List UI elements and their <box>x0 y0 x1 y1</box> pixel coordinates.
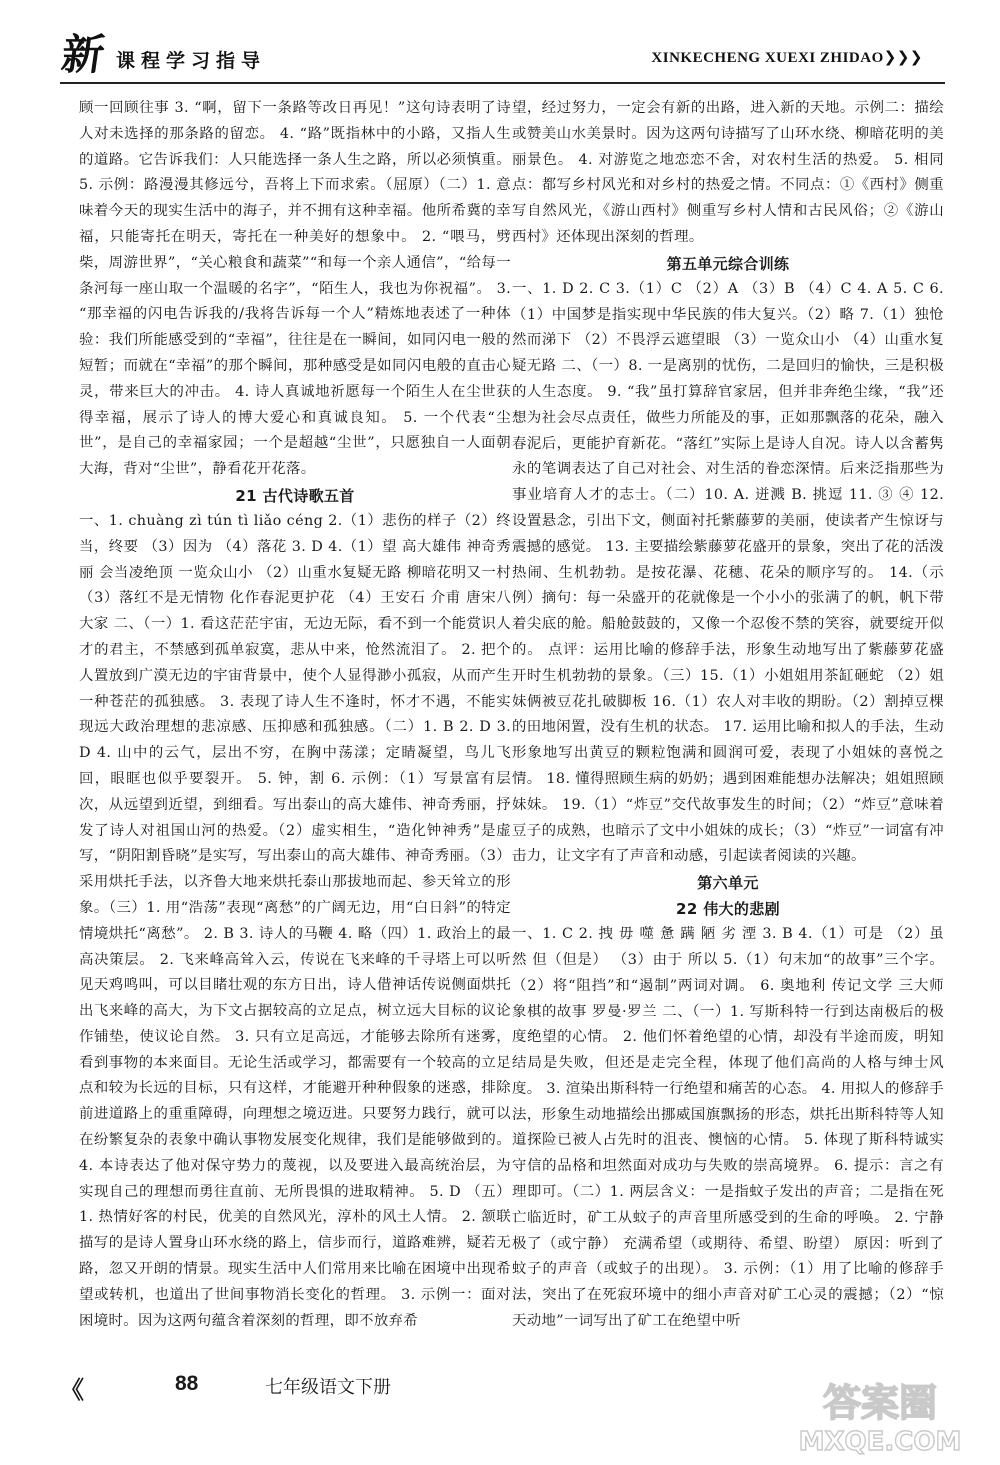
watermark-top-text: 答案圈 <box>822 1381 938 1425</box>
answer-paragraph: 一、1. C 2. 拽 毋 噬 惫 蹒 陋 劣 湮 3. B 4.（1）可是 （2）虽然 但（但是） （3）由于 所以 5.（1）句末加“的故事”三个字。（2）将“阻挡”和“遏制”两词对调。 6. 奥地利 传记文学 三大师 象棋的故事 罗曼·罗兰 二、（一）1. 写斯科特一行到达南极后的极度绝望的心情。 2. 他们怀着绝望的心情，却没有半途而废，明知结局是失败，但还是走完全程，体现了他们高尚的人格与绅士风度。 3. 渲染出斯科特一行绝望和痛苦的心态。 4. 用拟人的修辞手法，形象生动地描绘出挪威国旗飘扬的形态，烘托出斯科特等人知道探险已被人占先时的沮丧、懊恼的心情。 5. 体现了斯科特诚实守信的品格和坦然面对成功与失败的崇高境界。 6. 提示：言之有理即可。（二）1. 两层含义：一是指蚊子发出的声音；二是指在死亡临近时，矿工从蚊子的声音里所感受到的生命的呼唤。 2. 宁静极了（或宁静） 充满希望（或期待、希望、盼望） 原因：听到了蚊子的声音（或蚊子的出现）。 3. 示例：（1）用了比喻的修辞手法，突出了在死寂环境中的细小声音对矿工心灵的震撼；（2）“惊天动地”一词写出了矿工在绝望中听 <box>512 926 944 1330</box>
header-subtitle-en <box>651 48 923 67</box>
section-title: 22 伟大的悲剧 <box>676 900 780 919</box>
header-title: 课程学习指导 <box>116 50 267 72</box>
left-column <box>79 96 511 1334</box>
footer-arrows-icon: 《 <box>60 1376 84 1404</box>
right-column <box>512 96 944 1335</box>
answer-paragraph: 望，经过努力，一定会有新的出路，进入新的天地。示例二：描绘或赞美山水美景时。因为这两句诗描写了山环水绕、柳暗花明的美丽景色。 4. 对游览之地恋恋不舍，对农村生活的热爱。 5. 相同点：都写乡村风光和对乡村的热爱之情。不同点：①《西村》侧重写自然风光，《游山西村》侧重写乡村人情和古民风俗；②《游山西村》还体现出深刻的哲理。 <box>512 100 944 245</box>
header-subtitle-text: XINKECHENG XUEXI ZHIDAO <box>651 50 884 66</box>
answer-paragraph: 一、1. chuàng zì tún tì liǎo céng 2.（1）悲伤的样子（2）终当，终要 （3）因为 （4）落花 3. D 4.（1）望 高大雄伟 神奇秀丽 会当凌绝顶 一览众山小 （2）山重水复疑无路 柳暗花明又一村 （3）落红不是无情物 化作春泥更护花 （4）王安石 介甫 唐宋八大家 二、（一）1. 看这茫茫宇宙，无边无际，看不到一个能赏识人才的君主，不禁感到孤单寂寞，悲从中来，怆然流泪了。 2. 把个人置放到广漠无边的宇宙背景中，使个人显得渺小孤寂，从而产生一种苍茫的孤独感。 3. 表现了诗人生不逢时，怀才不遇，不能实现远大政治理想的悲凉感、压抑感和孤独感。（二）1. B 2. D 3. D 4. 山中的云气，层出不穷，在胸中荡漾；定睛凝望，鸟儿飞回，眼眶也似乎要裂开。 5. 钟，割 6. 示例：（1）写景富有层次，从远望到近望，到细看。写出泰山的高大雄伟、神奇秀丽，抒发了诗人对祖国山河的热爱。（2）虚实相生，“造化钟神秀”是虚写，“阴阳割昏晓”是实写，写出泰山的高大雄伟、神奇秀丽。（3）采用烘托手法，以齐鲁大地来烘托泰山那拔地而起、参天耸立的形象。（三）1. 用“浩荡”表现“离愁”的广阔无边，用“白日斜”的特定情境烘托“离愁”。 2. B 3. 诗人的马鞭 4. 略（四）1. 政治上的最高决策层。 2. 飞来峰高耸入云，传说在飞来峰的千寻塔上可以听见天鸡鸣叫，可以目睹壮观的东方日出，诗人借神话传说侧面烘托出飞来峰的高大，为下文占据较高的立足点，树立远大目标的议论作铺垫，使议论自然。 3. 只有立足高远，才能够去除所有迷雾，看到事物的本来面目。无论生活或学习，都需要有一个较高的立足点和较为长远的目标，只有这样，才能避开种种假象的迷惑，排除前进道路上的重重障碍，向理想之境迈进。只要努力践行，就可以在纷繁复杂的表象中确认事物发展变化规律，我们是能够做到的。 4. 本诗表达了他对保守势力的蔑视，以及要进入最高统治层，为实现自己的理想而勇往直前、无所畏惧的进取精神。 5. D （五）1. 热情好客的村民，优美的自然风光，淳朴的风土人情。 2. 颔联描写的是诗人置身山环水绕的路上，信步而行，道路难辨，疑若无路，忽又开朗的情景。现实生活中人们常用来比喻在困境中出现希望或转机，也道出了世间事物消长变化的哲理。 3. 示例一：面对困境时。因为这两句蕴含着深刻的哲理，即不放弃希 <box>79 512 511 1329</box>
section-title: 第五单元综合训练 <box>666 254 790 273</box>
header-arrows: ❯❯❯ <box>883 48 923 66</box>
section-title: 第六单元 <box>697 874 759 893</box>
watermark-logo <box>775 1372 985 1458</box>
answer-paragraph: 顾一回顾往事 3. “啊，留下一条路等改日再见！”这句诗表明了诗人对未选择的那条路的留恋。 4. “路”既指林中的小路，又指人生的道路。它告诉我们：人只能选择一条人生之路，所以必须慎重。 5. 示例：路漫漫其修远兮，吾将上下而求索。（屈原）（二）1. 意味着今天的现实生活中的海子，并不拥有这种幸福。他所希冀的幸福，只能寄托在明天，寄托在一种美好的想象中。 2. “喂马，劈柴，周游世界”，“关心粮食和蔬菜”“和每一个亲人通信”，“给每一条河每一座山取一个温暖的名字”，“陌生人，我也为你祝福”。 3. “那幸福的闪电告诉我的/我将告诉每一个人”精炼地表述了一种体验：我们所能感受到的“幸福”，往往是在一瞬间，如同闪电一般的短暂；而就在“幸福”的那个瞬间，那种感受是如同闪电般的直击心灵，带来巨大的冲击。 4. 诗人真诚地祈愿每一个陌生人在尘世获得幸福，展示了诗人的博大爱心和真诚良知。 5. 一个代表“尘世”，是自己的幸福家园；一个是超越“尘世”，只愿独自一人面朝大海，背对“尘世”，静看花开花落。 <box>79 100 511 478</box>
answer-paragraph: 一、1. D 2. C 3.（1）C （2）A （3）B （4）C 4. A 5. C 6.（1）中国梦是指实现中华民族的伟大复兴。（2）略 7.（1）独怆然而涕下 （2）不畏浮云遮望眼 （3）一览众山小 （4）山重水复疑无路 二、（一）8. 一是离别的忧伤，二是回归的愉快，三是积极的人生态度。 9. “我”虽打算辞官家居，但并非奔绝尘缘，“我”还想为社会尽点责任，做些力所能及的事，正如那飘落的花朵，融入春泥后，更能护育新花。“落红”实际上是诗人自况。诗人以含蓄隽永的笔调表达了自己对社会、对生活的眷恋深情。后来泛指那些为事业培育人才的志士。（二）10. A. 迸溅 B. 挑逗 11. ③ ④ 12. 设置悬念，引出下文，侧面衬托紫藤萝的美丽，使读者产生惊讶与震撼的感觉。 13. 主要描绘紫藤萝花盛开的景象，突出了花的活泼热闹、生机勃勃。是按花瀑、花穗、花朵的顺序写的。 14.（示例）摘句：每一朵盛开的花就像是一个小小的张满了的帆，帆下带着尖底的舱。船舱鼓鼓的，又像一个忍俊不禁的笑容，就要绽开似的。 点评：运用比喻的修辞手法，形象生动地写出了紫藤萝花盛开时生机勃勃的景象。（三）15.（1）小姐姐用茶缸砸蛇 （2）姐妹俩被豆花扎破脚板 16.（1）农人对丰收的期盼。（2）割掉豆棵的田地闲置，没有生机的状态。 17. 运用比喻和拟人的手法，生动形象地写出黄豆的颗粒饱满和圆润可爱，表现了小姐妹的喜悦之情。 18. 懂得照顾生病的奶奶；遇到困难能想办法解决；姐姐照顾妹妹。 19.（1）“炸豆”交代故事发生的时间；（2）“炸豆”意味着豆子的成熟，也暗示了文中小姐妹的成长；（3）“炸豆”一词富有冲击力，让文字有了声音和动感，引起读者阅读的兴趣。 <box>512 280 944 865</box>
watermark-bottom-text: MXQE.COM <box>798 1427 962 1457</box>
section-title: 21 古代诗歌五首 <box>235 486 355 505</box>
page-header <box>58 30 945 84</box>
logo-char: 新 <box>58 30 108 79</box>
page-footer <box>60 1370 580 1404</box>
book-name: 七年级语文下册 <box>265 1377 391 1398</box>
page-number: 88 <box>175 1372 199 1395</box>
